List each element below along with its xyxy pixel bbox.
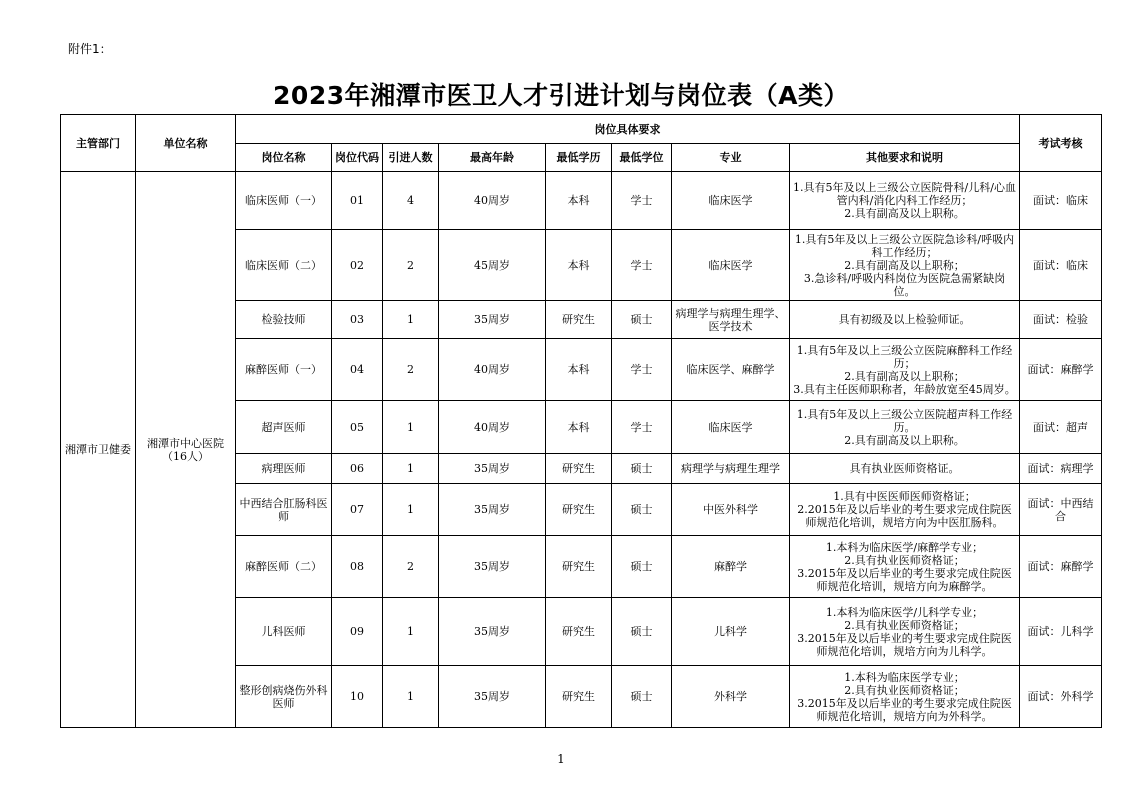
post-code-cell: 07 bbox=[332, 484, 383, 536]
header-group: 岗位具体要求 bbox=[236, 115, 1020, 144]
requirement-line: 1.本科为临床医学专业； bbox=[844, 670, 965, 684]
header-post-name: 岗位名称 bbox=[236, 144, 332, 172]
min-edu-cell: 本科 bbox=[546, 172, 612, 230]
requirement-line: 2.具有执业医师资格证； bbox=[844, 683, 965, 697]
min-degree-cell: 硕士 bbox=[612, 484, 672, 536]
requirement-line: 具有执业医师资格证。 bbox=[849, 462, 960, 475]
post-code-cell: 01 bbox=[332, 172, 383, 230]
post-code-cell: 03 bbox=[332, 301, 383, 339]
min-edu-cell: 研究生 bbox=[546, 484, 612, 536]
exam-cell: 面试：麻醉学 bbox=[1020, 339, 1102, 401]
count-cell: 1 bbox=[383, 301, 439, 339]
major-cell: 临床医学、麻醉学 bbox=[672, 339, 790, 401]
post-name-cell: 超声医师 bbox=[236, 401, 332, 454]
max-age-cell: 40周岁 bbox=[439, 172, 546, 230]
requirement-line: 具有初级及以上检验师证。 bbox=[838, 313, 971, 326]
max-age-cell: 35周岁 bbox=[439, 301, 546, 339]
other-requirements-cell bbox=[790, 454, 1020, 484]
header-max-age: 最高年龄 bbox=[439, 144, 546, 172]
max-age-cell: 45周岁 bbox=[439, 230, 546, 301]
min-edu-cell: 研究生 bbox=[546, 301, 612, 339]
other-requirements-cell bbox=[790, 401, 1020, 454]
exam-cell: 面试：儿科学 bbox=[1020, 598, 1102, 666]
requirement-line: 1.具有5年及以上三级公立医院超声科工作经历。 bbox=[796, 407, 1013, 434]
post-name-cell: 临床医师（二） bbox=[236, 230, 332, 301]
count-cell: 1 bbox=[383, 666, 439, 728]
requirement-line: 1.具有5年及以上三级公立医院急诊科/呼吸内科工作经历； bbox=[794, 232, 1015, 259]
header-other: 其他要求和说明 bbox=[790, 144, 1020, 172]
count-cell: 2 bbox=[383, 230, 439, 301]
requirement-line: 2.具有副高及以上职称； bbox=[844, 258, 965, 272]
min-edu-cell: 研究生 bbox=[546, 454, 612, 484]
min-degree-cell: 硕士 bbox=[612, 666, 672, 728]
page-title: 2023年湘潭市医卫人才引进计划与岗位表（A类） bbox=[273, 81, 849, 110]
major-cell: 病理学与病理生理学、医学技术 bbox=[672, 301, 790, 339]
other-requirements-cell bbox=[790, 666, 1020, 728]
post-code-cell: 06 bbox=[332, 454, 383, 484]
max-age-cell: 40周岁 bbox=[439, 401, 546, 454]
min-degree-cell: 硕士 bbox=[612, 301, 672, 339]
header-major: 专业 bbox=[672, 144, 790, 172]
max-age-cell: 35周岁 bbox=[439, 536, 546, 598]
exam-cell: 面试：病理学 bbox=[1020, 454, 1102, 484]
post-name-cell: 临床医师（一） bbox=[236, 172, 332, 230]
requirement-line: 1.本科为临床医学/儿科学专业； bbox=[825, 605, 984, 619]
max-age-cell: 35周岁 bbox=[439, 666, 546, 728]
post-name-cell: 整形创病烧伤外科医师 bbox=[236, 666, 332, 728]
post-code-cell: 08 bbox=[332, 536, 383, 598]
requirement-line: 3.具有主任医师职称者，年龄放宽至45周岁。 bbox=[793, 382, 1016, 396]
min-degree-cell: 硕士 bbox=[612, 454, 672, 484]
min-degree-cell: 硕士 bbox=[612, 536, 672, 598]
other-requirements-cell bbox=[790, 598, 1020, 666]
max-age-cell: 35周岁 bbox=[439, 484, 546, 536]
attachment-label: 附件1： bbox=[68, 42, 112, 56]
major-cell: 临床医学 bbox=[672, 172, 790, 230]
count-cell: 4 bbox=[383, 172, 439, 230]
post-name-cell: 麻醉医师（二） bbox=[236, 536, 332, 598]
major-cell: 麻醉学 bbox=[672, 536, 790, 598]
count-cell: 2 bbox=[383, 339, 439, 401]
post-code-cell: 02 bbox=[332, 230, 383, 301]
count-cell: 1 bbox=[383, 484, 439, 536]
requirement-line: 1.本科为临床医学/麻醉学专业； bbox=[825, 540, 984, 554]
dept-cell: 湘潭市卫健委 bbox=[61, 172, 136, 728]
requirement-line: 3.2015年及以后毕业的考生要求完成住院医师规范化培训，规培方向为麻醉学。 bbox=[797, 566, 1012, 593]
requirement-line: 2.2015年及以后毕业的考生要求完成住院医师规范化培训，规培方向为中医肛肠科。 bbox=[797, 503, 1012, 529]
requirement-line: 3.2015年及以后毕业的考生要求完成住院医师规范化培训，规培方向为外科学。 bbox=[797, 696, 1012, 723]
min-degree-cell: 学士 bbox=[612, 401, 672, 454]
min-degree-cell: 硕士 bbox=[612, 598, 672, 666]
requirement-line: 3.2015年及以后毕业的考生要求完成住院医师规范化培训，规培方向为儿科学。 bbox=[797, 631, 1012, 658]
min-edu-cell: 研究生 bbox=[546, 598, 612, 666]
exam-cell: 面试：麻醉学 bbox=[1020, 536, 1102, 598]
major-cell: 临床医学 bbox=[672, 230, 790, 301]
count-cell: 1 bbox=[383, 598, 439, 666]
other-requirements-cell bbox=[790, 301, 1020, 339]
header-count: 引进人数 bbox=[383, 144, 439, 172]
table-row bbox=[61, 172, 1102, 230]
requirement-line: 2.具有副高及以上职称。 bbox=[844, 207, 965, 220]
min-edu-cell: 研究生 bbox=[546, 666, 612, 728]
major-cell: 儿科学 bbox=[672, 598, 790, 666]
major-cell: 外科学 bbox=[672, 666, 790, 728]
unit-cell: 湘潭市中心医院（16人） bbox=[136, 172, 236, 728]
min-edu-cell: 研究生 bbox=[546, 536, 612, 598]
post-code-cell: 10 bbox=[332, 666, 383, 728]
min-edu-cell: 本科 bbox=[546, 401, 612, 454]
requirement-line: 2.具有执业医师资格证； bbox=[844, 553, 965, 567]
header-min-edu: 最低学历 bbox=[546, 144, 612, 172]
post-name-cell: 麻醉医师（一） bbox=[236, 339, 332, 401]
post-name-cell: 中西结合肛肠科医师 bbox=[236, 484, 332, 536]
major-cell: 临床医学 bbox=[672, 401, 790, 454]
min-degree-cell: 学士 bbox=[612, 172, 672, 230]
count-cell: 2 bbox=[383, 536, 439, 598]
page-number: 1 bbox=[557, 752, 565, 766]
major-cell: 病理学与病理生理学 bbox=[672, 454, 790, 484]
post-name-cell: 儿科医师 bbox=[236, 598, 332, 666]
header-exam: 考试考核 bbox=[1020, 115, 1102, 172]
exam-cell: 面试：中西结合 bbox=[1020, 484, 1102, 536]
requirement-line: 2.具有执业医师资格证； bbox=[844, 618, 965, 632]
other-requirements-cell bbox=[790, 339, 1020, 401]
post-name-cell: 检验技师 bbox=[236, 301, 332, 339]
other-requirements-cell bbox=[790, 230, 1020, 301]
requirement-line: 1.具有中医医师医师资格证； bbox=[833, 490, 976, 503]
exam-cell: 面试：外科学 bbox=[1020, 666, 1102, 728]
major-cell: 中医外科学 bbox=[672, 484, 790, 536]
min-edu-cell: 本科 bbox=[546, 339, 612, 401]
header-dept: 主管部门 bbox=[61, 115, 136, 172]
exam-cell: 面试：临床 bbox=[1020, 230, 1102, 301]
requirement-line: 1.具有5年及以上三级公立医院麻醉科工作经历； bbox=[796, 343, 1013, 370]
post-code-cell: 04 bbox=[332, 339, 383, 401]
other-requirements-cell bbox=[790, 484, 1020, 536]
max-age-cell: 35周岁 bbox=[439, 598, 546, 666]
requirement-line: 2.具有副高及以上职称； bbox=[844, 369, 965, 383]
min-edu-cell: 本科 bbox=[546, 230, 612, 301]
position-table bbox=[60, 114, 1102, 728]
exam-cell: 面试：临床 bbox=[1020, 172, 1102, 230]
post-code-cell: 09 bbox=[332, 598, 383, 666]
requirement-line: 2.具有副高及以上职称。 bbox=[844, 433, 965, 447]
requirement-line: 1.具有5年及以上三级公立医院骨科/儿科/心血管内科/消化内科工作经历； bbox=[793, 181, 1016, 207]
post-code-cell: 05 bbox=[332, 401, 383, 454]
min-degree-cell: 学士 bbox=[612, 230, 672, 301]
other-requirements-cell bbox=[790, 172, 1020, 230]
other-requirements-cell bbox=[790, 536, 1020, 598]
count-cell: 1 bbox=[383, 454, 439, 484]
exam-cell: 面试：超声 bbox=[1020, 401, 1102, 454]
header-post-code: 岗位代码 bbox=[332, 144, 383, 172]
header-unit: 单位名称 bbox=[136, 115, 236, 172]
exam-cell: 面试：检验 bbox=[1020, 301, 1102, 339]
count-cell: 1 bbox=[383, 401, 439, 454]
min-degree-cell: 学士 bbox=[612, 339, 672, 401]
max-age-cell: 40周岁 bbox=[439, 339, 546, 401]
post-name-cell: 病理医师 bbox=[236, 454, 332, 484]
max-age-cell: 35周岁 bbox=[439, 454, 546, 484]
requirement-line: 3.急诊科/呼吸内科岗位为医院急需紧缺岗位。 bbox=[803, 271, 1006, 298]
header-min-degree: 最低学位 bbox=[612, 144, 672, 172]
